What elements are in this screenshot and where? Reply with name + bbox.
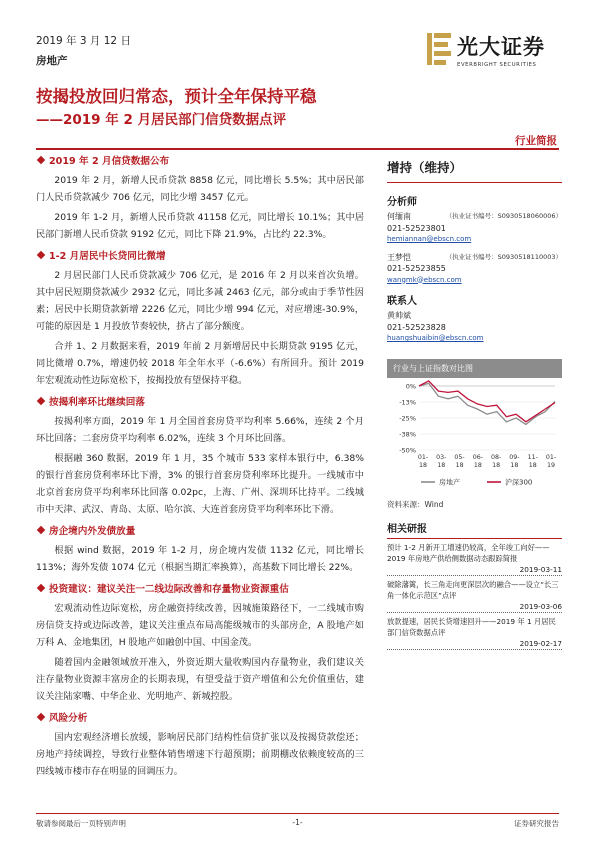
body-paragraph: 根据 wind 数据，2019 年 1-2 月，房企境内发债 1132 亿元，同比增长 113%；海外发债 1074 亿元（根据当期汇率换算），高基数下同比增长 22%。 xyxy=(36,545,364,573)
body-paragraph: 根据融 360 数据，2019 年 1 月，35 个城市 533 家样本银行中，6.38% 的银行首套房贷利率环比下滑，3% 的银行首套房贷利率环比提升。一线城市中北京首套房贷平均利率环比回落 0.02pc，上海、广州、深圳环比持平。二线城市中天津、武汉、青岛、太原、哈尔滨、大连首套房贷平均利率环比下滑。 xyxy=(36,453,364,515)
x-tick-label: 06- xyxy=(472,453,484,461)
related-report-title: 放款提速，居民长贷增速回升——2019 年 1 月居民部门信贷数据点评 xyxy=(387,616,556,637)
section-heading xyxy=(36,523,364,537)
related-report-item[interactable] xyxy=(387,616,562,650)
section-heading-text: 投资建议：建议关注一二线边际改善和存量物业资源重估 xyxy=(49,584,289,595)
y-tick-label: -50% xyxy=(399,446,416,454)
contact-card xyxy=(387,310,562,345)
sector-label: 房地产 xyxy=(36,55,68,67)
related-report-date: 2019-03-11 xyxy=(387,565,562,576)
section-heading-text: 风险分析 xyxy=(49,713,88,724)
x-tick-label: 18 xyxy=(492,461,501,469)
index-comparison-chart xyxy=(387,359,562,510)
related-report-title: 预计 1-2 月新开工增速仍较高，全年竣工向好——2019 年房地产供给侧数据动态跟踪简报 xyxy=(387,542,550,563)
x-tick-label: 09- xyxy=(509,453,520,461)
section-heading-text: 2019 年 2 月信贷数据公布 xyxy=(49,156,170,167)
logo-text: 光大证券 xyxy=(457,34,545,59)
x-tick-label: 11- xyxy=(527,453,538,461)
line-chart xyxy=(387,378,562,493)
analyst-phone: 021-52523801 xyxy=(387,223,446,233)
section-heading xyxy=(36,153,364,167)
y-tick-label: -38% xyxy=(399,430,416,438)
analyst-phone: 021-52523855 xyxy=(387,264,446,273)
section-heading-text: 按揭利率环比继续回落 xyxy=(49,397,145,408)
sidebar xyxy=(387,153,562,650)
body-paragraph: 2019 年 2 月，新增人民币贷款 8858 亿元，同比增长 5.5%；其中居民部门人民币贷款减少 706 亿元，同比少增 3457 亿元。 xyxy=(36,175,364,203)
related-report-item[interactable] xyxy=(387,542,562,576)
x-tick-label: 18 xyxy=(473,461,482,469)
legend-label: 沪深300 xyxy=(505,478,533,486)
series-line xyxy=(419,380,555,421)
y-tick-label: -13% xyxy=(399,398,416,406)
contact-heading: 联系人 xyxy=(387,296,417,307)
report-date: 2019 年 3 月 12 日 xyxy=(36,35,131,47)
report-subtitle: ——2019 年 2 月居民部门信贷数据点评 xyxy=(36,112,287,128)
report-title: 按揭投放回归常态，预计全年保持平稳 xyxy=(36,87,317,106)
contact-email-link[interactable]: huangshuaibin@ebscn.com xyxy=(387,334,484,342)
analyst-card xyxy=(387,211,562,246)
section-heading xyxy=(36,248,364,262)
header-divider xyxy=(36,148,559,150)
x-tick-label: 19 xyxy=(546,461,556,469)
body-paragraph: 2 月居民部门人民币贷款减少 706 亿元，是 2016 年 2 月以来首次负增。其中居民短期贷款减少 2932 亿元，同比多减 2463 亿元，部分或由于季节性因素；居民中长期贷款新增 2226 亿元，同比少增 994 亿元，对应增速-30.9%，可能的原因是 1 月投放节奏较快，挤占了部分额度。 xyxy=(36,270,364,332)
footer-disclaimer: 敬请参阅最后一页特别声明 xyxy=(36,819,126,828)
y-tick-label: -25% xyxy=(399,414,416,422)
x-tick-label: 03- xyxy=(436,453,447,461)
footer-divider xyxy=(36,813,559,814)
analyst-name: 何缅南 xyxy=(387,212,411,221)
x-tick-label: 05- xyxy=(454,453,465,461)
chart-header: 行业与上证指数对比图 xyxy=(387,359,562,378)
diamond-bullet-icon xyxy=(37,526,45,534)
x-tick-label: 18 xyxy=(528,461,537,469)
legend-label: 房地产 xyxy=(439,478,460,486)
logo-subtext: EVERBRIGHT SECURITIES xyxy=(457,62,537,68)
section-heading xyxy=(36,394,364,408)
main-column xyxy=(36,153,364,783)
x-tick-label: 01- xyxy=(545,453,557,461)
diamond-bullet-icon xyxy=(37,156,45,164)
section-heading-text: 房企境内外发债放量 xyxy=(49,526,136,537)
related-report-item[interactable] xyxy=(387,579,562,613)
section-heading xyxy=(36,710,364,724)
chart-source: 资料来源：Wind xyxy=(387,499,444,509)
x-tick-label: 08- xyxy=(490,453,502,461)
body-paragraph: 国内宏观经济增长放缓，影响居民部门结构性信贷扩张以及按揭贷款偿还；房地产持续调控，导致行业整体销售增速下行超预期；前期棚改依赖度较高的三四线城市楼市存在明显的回调压力。 xyxy=(36,732,364,777)
analyst-email-link[interactable]: hemiannan@ebscn.com xyxy=(387,235,472,243)
related-report-date: 2019-03-06 xyxy=(387,602,562,613)
related-report-title: 破除藩篱，长三角走向更深层次的融合——设立“长三角一体化示范区”点评 xyxy=(387,579,559,600)
page-number: -1- xyxy=(292,818,303,827)
diamond-bullet-icon xyxy=(37,584,45,592)
related-report-date: 2019-02-17 xyxy=(387,639,562,650)
diamond-bullet-icon xyxy=(37,397,45,405)
x-tick-label: 18 xyxy=(418,461,428,469)
analyst-card xyxy=(387,252,562,287)
section-heading xyxy=(36,581,364,595)
rating: 增持（维持） xyxy=(387,153,562,183)
footer-label: 证券研究报告 xyxy=(514,819,559,828)
contact-name: 黄帅斌 xyxy=(387,311,411,320)
analyst-cert: （执业证书编号：S0930518060006） xyxy=(445,212,562,220)
logo-mark-icon xyxy=(426,32,452,66)
body-paragraph: 宏观流动性边际宽松，房企融资持续改善，因城施策路径下，一二线城市购房信贷支持或边际改善，建议关注重点布局高能级城市的头部房企，A 股地产如万科 A、金地集团，H 股地产如融创中国、中国金茂。 xyxy=(36,603,364,648)
company-logo xyxy=(426,28,558,80)
x-tick-label: 01- xyxy=(417,453,429,461)
y-tick-label: 0% xyxy=(405,382,416,390)
section-heading-text: 1-2 月居民中长贷同比微增 xyxy=(49,251,166,262)
analyst-email-link[interactable]: wangmk@ebscn.com xyxy=(387,275,462,284)
related-reports-heading: 相关研报 xyxy=(387,520,562,539)
analyst-name: 王梦恺 xyxy=(387,252,411,262)
diamond-bullet-icon xyxy=(37,251,45,259)
x-tick-label: 18 xyxy=(437,461,446,469)
analyst-cert: （执业证书编号：S0930518110003） xyxy=(445,252,562,261)
body-paragraph: 按揭利率方面，2019 年 1 月全国首套房贷平均利率 5.66%，连续 2 个月环比回落；二套房贷平均利率 6.02%，连续 3 个月环比回落。 xyxy=(36,416,364,444)
x-tick-label: 18 xyxy=(510,461,519,469)
contact-phone: 021-52523828 xyxy=(387,322,446,332)
analyst-heading: 分析师 xyxy=(387,197,417,208)
body-paragraph: 2019 年 1-2 月，新增人民币贷款 41158 亿元，同比增长 10.1%；其中居民部门新增人民币贷款 9192 亿元，同比下降 21.9%，占比约 22.3%。 xyxy=(36,212,364,240)
diamond-bullet-icon xyxy=(37,713,45,721)
body-paragraph: 合并 1、2 月数据来看，2019 年前 2 月新增居民中长期贷款 9195 亿元，同比微增 0.7%，增速仍较 2018 年全年水平（-6.6%）有所回升。预计 2019 年宏观流动性边际宽松下，按揭投放有望保持平稳。 xyxy=(36,341,364,386)
body-paragraph: 随着国内金融领域放开准入，外资近期大量收购国内存量物业，我们建议关注存量物业资源丰富房企的长期表现，有望受益于资产增值和公允价值重估，建议关注陆家嘴、中华企业、光明地产、新城控股。 xyxy=(36,657,364,702)
x-tick-label: 18 xyxy=(455,461,464,469)
report-type: 行业简报 xyxy=(515,135,557,147)
